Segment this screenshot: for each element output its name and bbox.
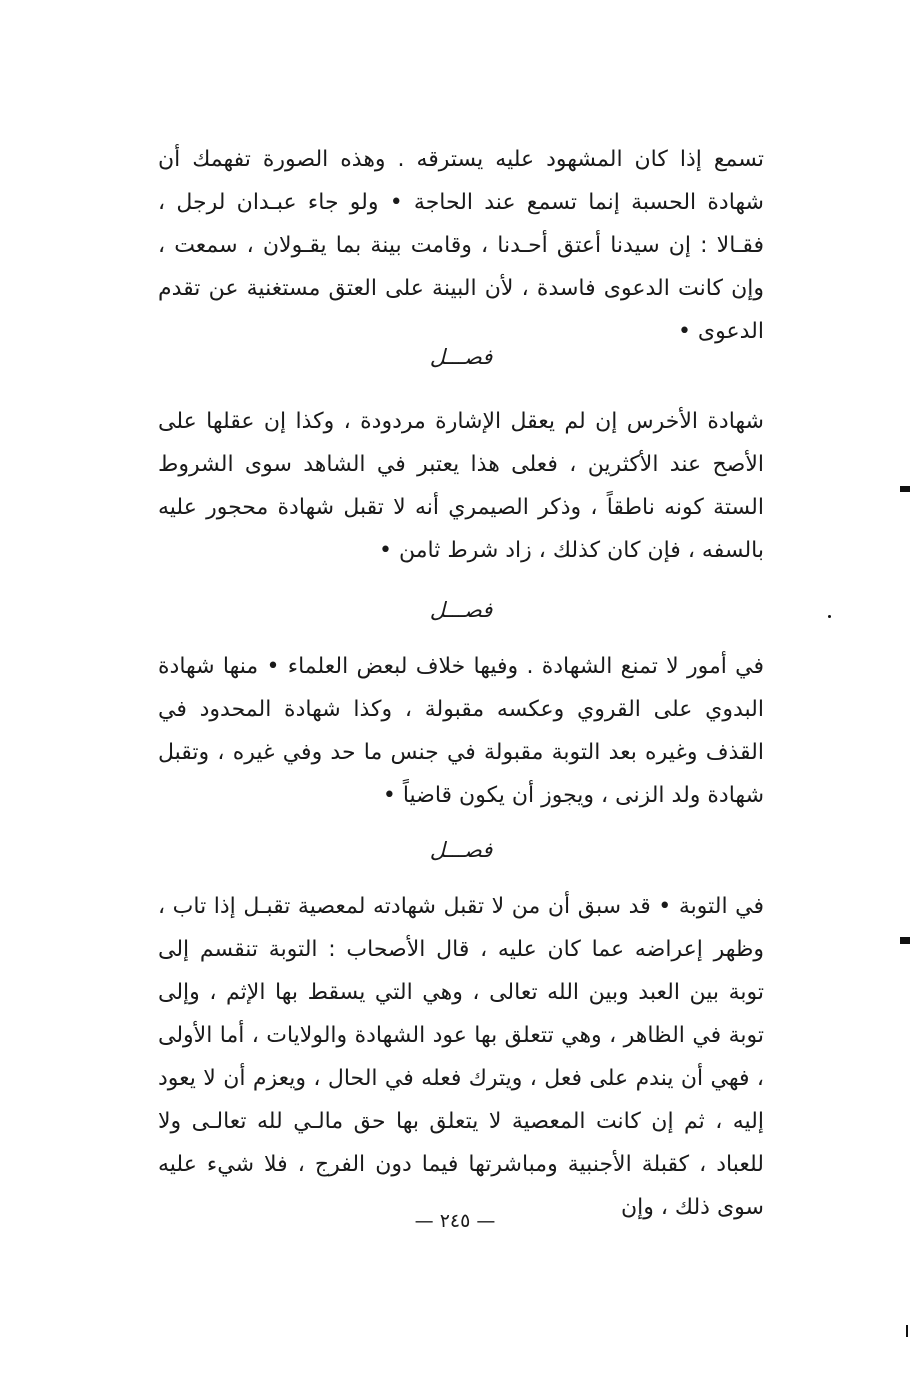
section-heading-2: فصـــل bbox=[429, 598, 493, 622]
paragraph-1: تسمع إذا كان المشهود عليه يسترقه . وهذه الصورة تفهمك أن شهادة الحسبة إنما تسمع عند الحاجة • ولو جاء عبـدان لرجل ، فقـالا : إن سيدنا أعتق أحـدنا ، وقامت بينة بما يقـولان ، سمعت ، وإن كانت الدعوى فاسدة ، لأن البينة على العتق مستغنية عن تقدم الدعوى • bbox=[158, 147, 764, 344]
paragraph-2: شهادة الأخرس إن لم يعقل الإشارة مردودة ، وكذا إن عقلها على الأصح عند الأكثرين ، فعلى هذا يعتبر في الشاهد سوى الشروط الستة كونه ناطقاً ، وذكر الصيمري أنه لا تقبل شهادة محجور عليه بالسفه ، فإن كان كذلك ، زاد شرط ثامن • bbox=[158, 409, 764, 563]
section-heading-1: فصـــل bbox=[429, 345, 493, 369]
page-number: — ٢٤٥ — bbox=[414, 1210, 496, 1232]
paragraph-3: في أمور لا تمنع الشهادة . وفيها خلاف لبعض العلماء • منها شهادة البدوي على القروي وعكسه مقبولة ، وكذا شهادة المحدود في القذف وغيره بعد التوبة مقبولة في جنس ما حد وفي غيره ، وتقبل شهادة ولد الزنى ، ويجوز أن يكون قاضياً • bbox=[158, 654, 764, 808]
section-heading-3: فصـــل bbox=[429, 838, 493, 862]
paragraph-4: في التوبة • قد سبق أن من لا تقبل شهادته لمعصية تقبـل إذا تاب ، وظهر إعراضه عما كان عليه ، قال الأصحاب : التوبة تنقسم إلى توبة بين العبد وبين الله تعالى ، وهي التي يسقط بها الإثم ، وإلى توبة في الظاهر ، وهي تتعلق بها عود الشهادة والولايات ، أما الأولى ، فهي أن يندم على فعل ، ويترك فعله في الحال ، ويعزم أن لا يعود إليه ، ثم إن كانت المعصية لا يتعلق بها حق مالـي لله تعالـى ولا للعباد ، كقبلة الأجنبية ومباشرتها فيما دون الفرج ، فلا شيء عليه سوى ذلك ، وإن bbox=[158, 894, 764, 1220]
margin-ink-mark bbox=[900, 937, 910, 944]
margin-ink-mark bbox=[900, 486, 910, 492]
margin-dot-mark bbox=[828, 615, 831, 618]
margin-ink-mark bbox=[906, 1325, 908, 1337]
